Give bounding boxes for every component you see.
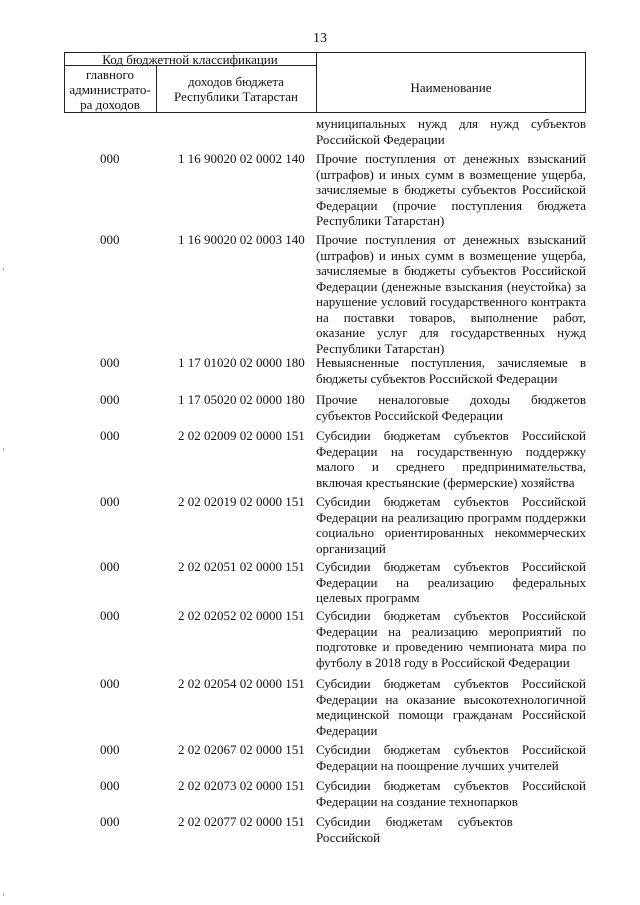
row-admin-code: 000 [100,232,120,247]
row-admin-code: 000 [100,676,120,691]
header-col-divider-1 [156,65,157,113]
row-admin-code: 000 [100,355,120,370]
row-name: Прочие неналоговые доходы бюджетов субъектов Российской Федерации [316,392,586,423]
row-name: муниципальных нужд для нужд субъектов Российской Федерации [316,116,586,147]
row-budget-code: 2 02 02054 02 0000 151 [178,676,305,691]
row-name: Субсидии бюджетам субъектов Российской [316,814,513,845]
row-admin-code: 000 [100,814,120,829]
header-col-code: доходов бюджета Республики Татарстан [174,74,298,104]
row-admin-code: 000 [100,742,120,757]
row-name: Субсидии бюджетам субъектов Российской Федерации на государственную поддержку малого и среднего предпринимательства, включая крестьянские (фермерские) хозяйства [316,428,586,490]
row-name: Субсидии бюджетам субъектов Российской Федерации на оказание высокотехнологичной медицинской помощи гражданам Российской Федерации [316,676,586,738]
scan-margin-mark [3,268,4,271]
row-budget-code: 1 17 05020 02 0000 180 [178,392,305,407]
row-budget-code: 2 02 02073 02 0000 151 [178,778,305,793]
scan-margin-mark [3,448,4,451]
row-budget-code: 1 16 90020 02 0002 140 [178,151,305,166]
row-budget-code: 2 02 02077 02 0000 151 [178,814,305,829]
header-col-divider-2 [316,52,317,113]
row-name: Прочие поступления от денежных взысканий (штрафов) и иных сумм в возмещение ущерба, зачисляемые в бюджеты субъектов Российской Федерации (прочие поступления бюджета Республики Татарстан) [316,151,586,228]
row-admin-code: 000 [100,559,120,574]
row-admin-code: 000 [100,151,120,166]
row-name: Субсидии бюджетам субъектов Российской Федерации на реализацию мероприятий по подготовке и проведению чемпионата мира по футболу в 2018 году в Российской Федерации [316,608,586,670]
header-group-title: Код бюджетной классификации [102,52,278,67]
row-name: Субсидии бюджетам субъектов Российской Федерации на реализацию программ поддержки социально ориентированных некоммерческих организаций [316,494,586,556]
row-budget-code: 2 02 02019 02 0000 151 [178,494,305,509]
row-budget-code: 2 02 02067 02 0000 151 [178,742,305,757]
header-col-name: Наименование [410,80,492,95]
row-name: Субсидии бюджетам субъектов Российской Федерации на поощрение лучших учителей [316,742,586,773]
row-name: Субсидии бюджетам субъектов Российской Федерации на реализацию федеральных целевых программ [316,559,586,605]
row-name: Субсидии бюджетам субъектов Российской Федерации на создание технопарков [316,778,586,809]
row-admin-code: 000 [100,494,120,509]
header-bottom-border [64,112,586,113]
row-budget-code: 1 17 01020 02 0000 180 [178,355,305,370]
row-budget-code: 2 02 02051 02 0000 151 [178,559,305,574]
row-name: Невыясненные поступления, зачисляемые в бюджеты субъектов Российской Федерации [316,355,586,386]
row-name: Прочие поступления от денежных взысканий (штрафов) и иных сумм в возмещение ущерба, зачисляемые в бюджеты субъектов Российской Федерации (денежные взыскания (неустойка) за нарушение условий государственного контракта на поставки товаров, выполнение работ, оказание услуг для государственных нужд Республики Татарстан) [316,232,586,356]
row-admin-code: 000 [100,392,120,407]
row-budget-code: 2 02 02052 02 0000 151 [178,608,305,623]
row-admin-code: 000 [100,778,120,793]
row-budget-code: 2 02 02009 02 0000 151 [178,428,305,443]
table-header [64,52,586,113]
row-admin-code: 000 [100,608,120,623]
row-admin-code: 000 [100,428,120,443]
page-number: 13 [313,31,327,46]
header-right-border [585,52,586,113]
scan-margin-mark [3,893,4,896]
row-budget-code: 1 16 90020 02 0003 140 [178,232,305,247]
header-col-admin: главного администрато-ра доходов [69,67,151,112]
